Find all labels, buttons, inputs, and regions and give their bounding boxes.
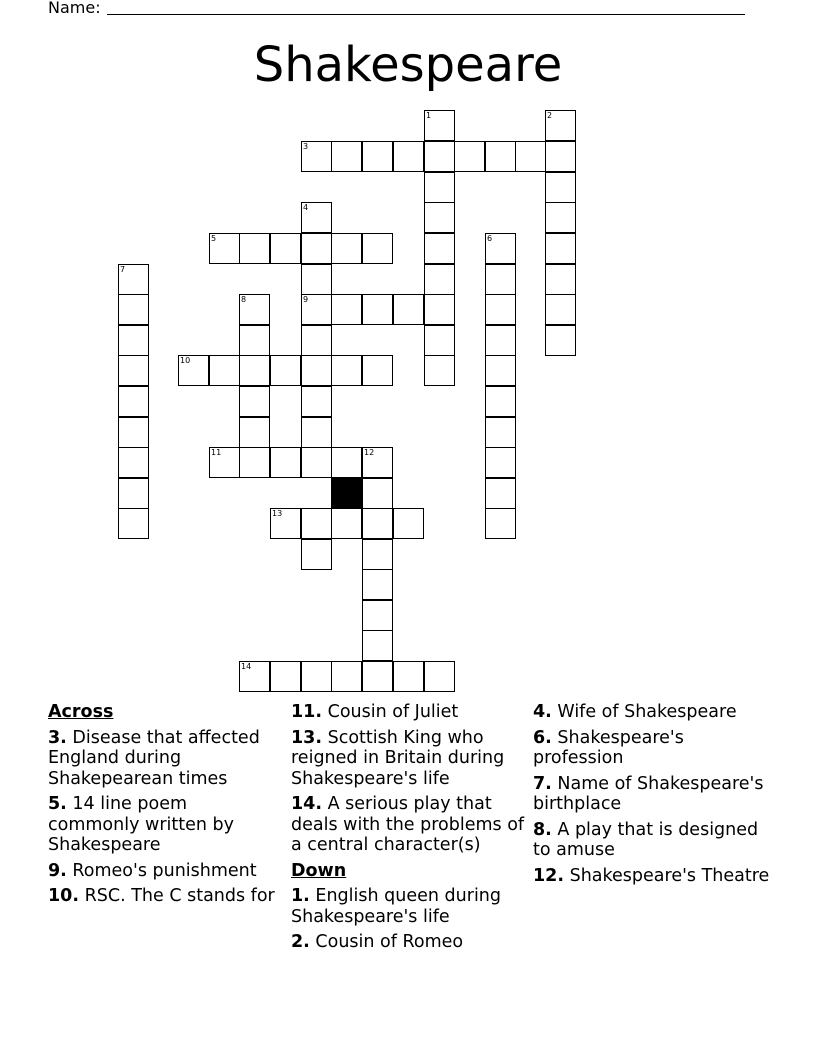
crossword-cell[interactable]	[331, 661, 362, 692]
crossword-cell[interactable]	[485, 355, 516, 386]
clue-number: 13.	[291, 727, 323, 748]
crossword-cell[interactable]	[485, 264, 516, 295]
clue-text: Wife of Shakespeare	[557, 702, 737, 722]
crossword-cell[interactable]	[424, 141, 455, 172]
crossword-cell[interactable]	[362, 600, 393, 631]
crossword-cell[interactable]	[424, 172, 455, 203]
crossword-cell[interactable]	[301, 386, 332, 417]
crossword-cell-14[interactable]	[239, 661, 270, 692]
crossword-cell[interactable]	[545, 325, 576, 356]
cell-number: 13	[272, 509, 283, 518]
cell-number: 11	[211, 448, 222, 457]
crossword-cell[interactable]	[362, 630, 393, 661]
crossword-cell[interactable]	[424, 661, 455, 692]
crossword-cell[interactable]	[424, 325, 455, 356]
crossword-cell[interactable]	[118, 325, 149, 356]
crossword-cell[interactable]	[485, 294, 516, 325]
crossword-cell[interactable]	[424, 355, 455, 386]
crossword-cell-5[interactable]	[209, 233, 240, 264]
crossword-cell[interactable]	[331, 508, 362, 539]
crossword-cell[interactable]	[118, 386, 149, 417]
clue-number: 9.	[48, 860, 67, 881]
crossword-cell[interactable]	[239, 325, 270, 356]
clue-number: 14.	[291, 794, 323, 814]
cell-number: 6	[487, 234, 493, 243]
crossword-cell[interactable]	[301, 661, 332, 692]
crossword-cell-6[interactable]	[485, 233, 516, 264]
crossword-cell[interactable]	[424, 202, 455, 233]
crossword-cell[interactable]	[485, 141, 516, 172]
crossword-cell-12[interactable]	[362, 447, 393, 478]
crossword-cell-10[interactable]	[178, 355, 209, 386]
crossword-cell[interactable]	[362, 478, 393, 509]
clues-column-2	[291, 702, 527, 958]
crossword-cell[interactable]	[362, 508, 393, 539]
cell-number: 4	[303, 203, 309, 212]
black-cell	[331, 478, 362, 509]
cell-number: 5	[211, 234, 217, 243]
cell-number: 14	[241, 662, 252, 671]
crossword-cell[interactable]	[270, 447, 301, 478]
clue-across-3	[48, 728, 283, 790]
crossword-cell-4[interactable]	[301, 202, 332, 233]
crossword-cell[interactable]	[362, 233, 393, 264]
crossword-cell[interactable]	[393, 661, 424, 692]
crossword-cell[interactable]	[485, 325, 516, 356]
crossword-cell[interactable]	[331, 141, 362, 172]
clue-number: 5.	[48, 794, 67, 814]
crossword-cell-2[interactable]	[545, 110, 576, 141]
clue-number: 8.	[533, 819, 552, 840]
clue-across-11	[291, 702, 527, 723]
clue-text: A play that is designed to amuse	[533, 819, 759, 860]
crossword-cell[interactable]	[118, 508, 149, 539]
crossword-cell[interactable]	[515, 141, 546, 172]
crossword-cell[interactable]	[545, 202, 576, 233]
crossword-cell[interactable]	[362, 539, 393, 570]
crossword-cell[interactable]	[239, 417, 270, 448]
crossword-cell[interactable]	[545, 264, 576, 295]
cell-number: 3	[303, 142, 309, 151]
crossword-cell[interactable]	[239, 233, 270, 264]
crossword-cell[interactable]	[362, 569, 393, 600]
clue-down-1	[291, 886, 527, 927]
crossword-cell[interactable]	[545, 294, 576, 325]
crossword-cell[interactable]	[301, 539, 332, 570]
crossword-cell[interactable]	[545, 172, 576, 203]
crossword-cell[interactable]	[118, 294, 149, 325]
crossword-cell[interactable]	[301, 447, 332, 478]
clue-down-8	[533, 820, 773, 861]
crossword-cell[interactable]	[424, 264, 455, 295]
crossword-cell[interactable]	[393, 141, 424, 172]
clue-down-2	[291, 932, 527, 953]
clue-text: A serious play that deals with the problems of a central character(s)	[291, 794, 525, 855]
crossword-cell[interactable]	[362, 141, 393, 172]
crossword-cell[interactable]	[454, 141, 485, 172]
across-heading: Across	[48, 702, 114, 722]
cell-number: 1	[426, 111, 432, 120]
crossword-cell[interactable]	[485, 417, 516, 448]
crossword-cell[interactable]	[362, 294, 393, 325]
crossword-cell[interactable]	[301, 325, 332, 356]
crossword-cell[interactable]	[239, 355, 270, 386]
crossword-cell[interactable]	[118, 355, 149, 386]
clues-column-1	[48, 702, 283, 912]
crossword-cell[interactable]	[301, 233, 332, 264]
clues-column-3	[533, 702, 773, 891]
crossword-cell-9[interactable]	[301, 294, 332, 325]
clue-text: RSC. The C stands for	[84, 886, 275, 906]
crossword-cell[interactable]	[301, 417, 332, 448]
crossword-cell[interactable]	[331, 447, 362, 478]
clue-text: 14 line poem commonly written by Shakespeare	[48, 794, 234, 855]
crossword-cell[interactable]	[209, 355, 240, 386]
crossword-cell[interactable]	[362, 355, 393, 386]
puzzle-title: Shakespeare	[253, 37, 563, 93]
crossword-cell[interactable]	[270, 661, 301, 692]
clue-across-14	[291, 794, 527, 856]
crossword-cell[interactable]	[301, 355, 332, 386]
name-label: Name:	[48, 0, 101, 17]
clue-number: 12.	[533, 865, 565, 886]
crossword-cell-11[interactable]	[209, 447, 240, 478]
crossword-cell[interactable]	[331, 294, 362, 325]
clue-text: Scottish King who reigned in Britain during Shakespeare's life	[291, 727, 505, 789]
clue-number: 10.	[48, 886, 80, 906]
crossword-cell[interactable]	[270, 355, 301, 386]
crossword-cell-7[interactable]	[118, 264, 149, 295]
clue-across-13	[291, 728, 527, 790]
crossword-cell[interactable]	[362, 661, 393, 692]
crossword-cell[interactable]	[239, 447, 270, 478]
clue-down-12	[533, 866, 773, 887]
crossword-cell[interactable]	[118, 417, 149, 448]
crossword-cell-13[interactable]	[270, 508, 301, 539]
crossword-cell[interactable]	[270, 233, 301, 264]
clue-text: Cousin of Juliet	[327, 702, 459, 722]
cell-number: 9	[303, 295, 309, 304]
crossword-cell[interactable]	[485, 508, 516, 539]
crossword-cell[interactable]	[301, 508, 332, 539]
crossword-cell[interactable]	[331, 233, 362, 264]
clue-down-4	[533, 702, 773, 723]
clue-across-5	[48, 794, 283, 856]
crossword-cell[interactable]	[485, 478, 516, 509]
clue-number: 6.	[533, 727, 552, 748]
clue-across-10	[48, 886, 283, 907]
cell-number: 8	[241, 295, 247, 304]
clue-text: Shakespeare's Theatre	[569, 865, 770, 886]
cell-number: 2	[547, 111, 553, 120]
crossword-cell-8[interactable]	[239, 294, 270, 325]
clue-text: English queen during Shakespeare's life	[291, 886, 502, 927]
clue-number: 7.	[533, 773, 552, 794]
clue-number: 2.	[291, 932, 310, 952]
clue-across-9	[48, 861, 283, 882]
clue-text: Cousin of Romeo	[315, 932, 464, 952]
cell-number: 10	[180, 356, 191, 365]
clue-number: 3.	[48, 727, 67, 748]
crossword-cell[interactable]	[545, 233, 576, 264]
crossword-cell[interactable]	[393, 294, 424, 325]
clue-down-6	[533, 728, 773, 769]
clue-text: Name of Shakespeare's birthplace	[533, 773, 764, 814]
crossword-cell-1[interactable]	[424, 110, 455, 141]
clue-text: Romeo's punishment	[72, 860, 257, 881]
clue-number: 11.	[291, 702, 323, 722]
clue-number: 4.	[533, 702, 552, 722]
down-heading: Down	[291, 860, 347, 881]
crossword-cell[interactable]	[118, 478, 149, 509]
cell-number: 7	[120, 265, 126, 274]
cell-number: 12	[364, 448, 375, 457]
crossword-cell[interactable]	[485, 447, 516, 478]
crossword-cell[interactable]	[331, 355, 362, 386]
crossword-cell[interactable]	[485, 386, 516, 417]
crossword-cell[interactable]	[118, 447, 149, 478]
crossword-cell[interactable]	[393, 508, 424, 539]
crossword-cell[interactable]	[239, 386, 270, 417]
crossword-cell[interactable]	[424, 233, 455, 264]
crossword-cell[interactable]	[424, 294, 455, 325]
clue-text: Shakespeare's profession	[533, 727, 684, 768]
clue-number: 1.	[291, 886, 310, 906]
crossword-cell-3[interactable]	[301, 141, 332, 172]
clue-text: Disease that affected England during Shakepearean times	[48, 727, 260, 789]
clue-down-7	[533, 774, 773, 815]
crossword-cell[interactable]	[301, 264, 332, 295]
crossword-cell[interactable]	[545, 141, 576, 172]
